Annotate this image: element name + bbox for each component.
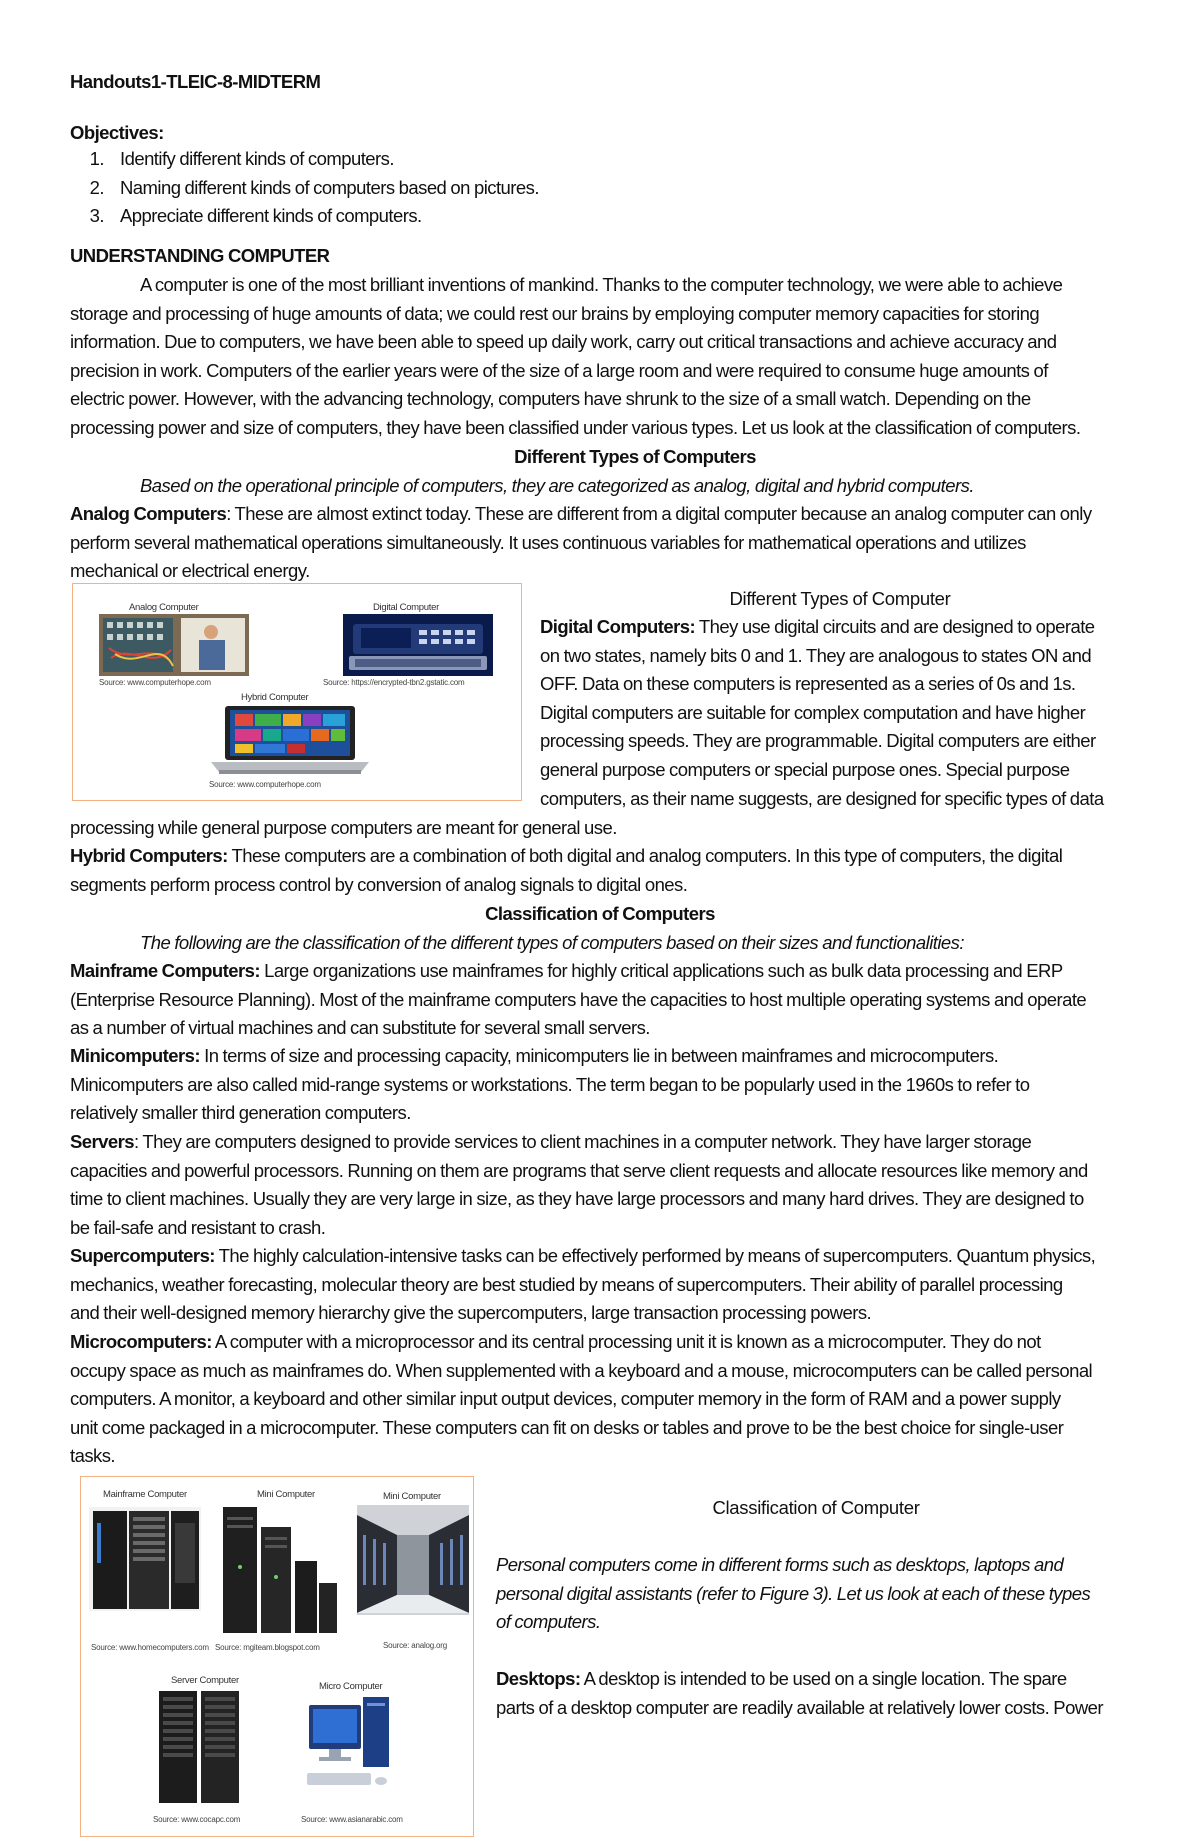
figure-source-hybrid: Source: www.computerhope.com [209,780,321,789]
desktops-paragraph: Desktops: A desktop is intended to be used on a single location. The spare parts of a desktop computer are readily available at relatively lower costs. Power [496,1668,1103,1718]
document-title: Handouts1-TLEIC-8-MIDTERM [70,71,321,92]
objective-item: 3. Appreciate different kinds of computers. [89,205,422,227]
servers-paragraph: Servers: They are computers designed to provide services to client machines in a computer network. They have larger storage capacities and powerful processors. Running on them are programs that serve client requests and allocate resources like memory and time to client machines. Usually they are very large in size, as they have large processors and many hard drives. They are designed to be fail-safe and resistant to crash. [70,1131,1088,1238]
figure-source-mainframe: Source: www.homecomputers.com [91,1643,209,1652]
server-computer-image [155,1689,245,1807]
figure-types-of-computers [72,583,522,801]
hybrid-paragraph: Hybrid Computers: These computers are a combination of both digital and analog computers. In this type of computers, the digital segments perform process control by conversion of analog signals to digital ones. [70,845,1063,895]
microcomputers-paragraph: Microcomputers: A computer with a microprocessor and its central processing unit it is known as a microcomputer. They do not occupy space as much as mainframes do. When supplemented with a keyboard and a mouse, microcomputers can be called personal computers. A monitor, a keyboard and other similar input output devices, computer memory in the form of RAM and a power supply unit come packaged in a microcomputer. These computers can fit on desks or tables and prove to be the best choice for single-user tasks. [70,1331,1093,1467]
figure-label-digital: Digital Computer [373,602,439,613]
digital-paragraph-tail: processing while general purpose computers are meant for general use. [70,817,617,838]
minicomputers-term: Minicomputers: [70,1045,201,1066]
objectives-list [70,145,970,231]
figure-label-analog: Analog Computer [129,602,199,613]
analog-computer-image [99,614,249,676]
digital-paragraph: Digital Computers: They use digital circuits and are designed to operate on two states, namely bits 0 and 1. They are analogous to states ON and OFF. Data on these computers is represented as a series of 0s and 1s. Digital computers are suitable for complex computation and have higher processing speeds. They are programmable. Digital computers are either general purpose computers or special purpose ones. Special purpose computers, as their name suggests, are designed for specific types of data [540,616,1104,809]
mini-computer-image [221,1507,339,1635]
figure1-caption: Different Types of Computer [729,588,951,609]
intro-paragraph: A computer is one of the most brilliant inventions of mankind. Thanks to the computer technology, we were able to achieve storage and processing of huge amounts of data; we could rest our brains by employing computer memory capacities for storing information. Due to computers, we have been able to speed up daily work, carry out critical transactions and achieve accuracy and precision in work. Computers of the earlier years were of the size of a large room and were required to consume huge amounts of electric power. However, with the advancing technology, computers have shrunk to the size of a small watch. Depending on the processing power and size of computers, they have been classified under various types. Let us look at the classification of computers. [70,274,1081,438]
hybrid-term: Hybrid Computers: [70,845,228,866]
supercomputers-paragraph: Supercomputers: The highly calculation-intensive tasks can be effectively performed by means of supercomputers. Quantum physics, mechanics, weather forecasting, molecular theory are best studied by means of supercomputers. Their ability of parallel processing and their well-designed memory hierarchy give the supercomputers, large transaction processing powers. [70,1245,1096,1324]
hybrid-computer-image [205,704,375,776]
desktops-term: Desktops: [496,1668,581,1689]
pc-intro-paragraph: Personal computers come in different forms such as desktops, laptops and personal digital assistants (refer to Figure 3). Let us look at each of these types of computers. [496,1554,1091,1633]
figure-source-mini: Source: mgiteam.blogspot.com [215,1643,320,1652]
figure-label-mainframe: Mainframe Computer [103,1489,187,1500]
objective-item: 1. Identify different kinds of computers. [89,148,394,169]
micro-computer-image [303,1695,395,1799]
super-computer-image [357,1505,469,1615]
analog-term: Analog Computers [70,503,227,524]
minicomputers-paragraph: Minicomputers: In terms of size and processing capacity, minicomputers lie in between mainframes and microcomputers. Minicomputers are also called mid-range systems or workstations. The term began to be popularly used in the 1960s to refer to relatively smaller third generation computers. [70,1045,1030,1124]
classification-intro: The following are the classification of the different types of computers based on their sizes and functionalities: [140,932,964,953]
figure2-caption: Classification of Computer [712,1497,920,1518]
figure-label-super: Mini Computer [383,1491,441,1502]
figure-label-hybrid: Hybrid Computer [241,692,309,703]
figure-source-micro: Source: www.asianarabic.com [301,1815,403,1824]
figure-label-micro: Micro Computer [319,1681,383,1692]
digital-term: Digital Computers: [540,616,696,637]
section-heading: UNDERSTANDING COMPUTER [70,245,330,266]
types-heading: Different Types of Computers [514,446,756,467]
figure-source-digital: Source: https://encrypted-tbn2.gstatic.com [323,678,465,687]
figure-label-mini: Mini Computer [257,1489,315,1500]
figure-source-server: Source: www.cocapc.com [153,1815,241,1824]
microcomputers-term: Microcomputers: [70,1331,212,1352]
figure-source-super: Source: analog.org [383,1641,448,1650]
mainframe-computer-image [87,1503,203,1615]
mainframe-paragraph: Mainframe Computers: Large organizations use mainframes for highly critical applications such as bulk data processing and ERP (Enterprise Resource Planning). Most of the mainframe computers have the capacities to host multiple operating systems and operate as a number of virtual machines and can substitute for several small servers. [70,960,1087,1039]
figure-label-server: Server Computer [171,1675,239,1686]
figure-source-analog: Source: www.computerhope.com [99,678,211,687]
digital-computer-image [343,614,493,676]
servers-term: Servers [70,1131,135,1152]
objective-item: 2. Naming different kinds of computers based on pictures. [89,176,539,198]
mainframe-term: Mainframe Computers: [70,960,260,981]
classification-heading: Classification of Computers [485,903,715,924]
types-intro: Based on the operational principle of computers, they are categorized as analog, digital and hybrid computers. [140,475,974,496]
analog-paragraph: Analog Computers: These are almost extinct today. These are different from a digital computer because an analog computer can only perform several mathematical operations simultaneously. It uses continuous variables for mathematical operations and utilizes mechanical or electrical energy. [70,503,1092,582]
figure-classification-of-computers [80,1476,474,1837]
supercomputers-term: Supercomputers: [70,1245,215,1266]
objectives-heading: Objectives: [70,122,164,143]
